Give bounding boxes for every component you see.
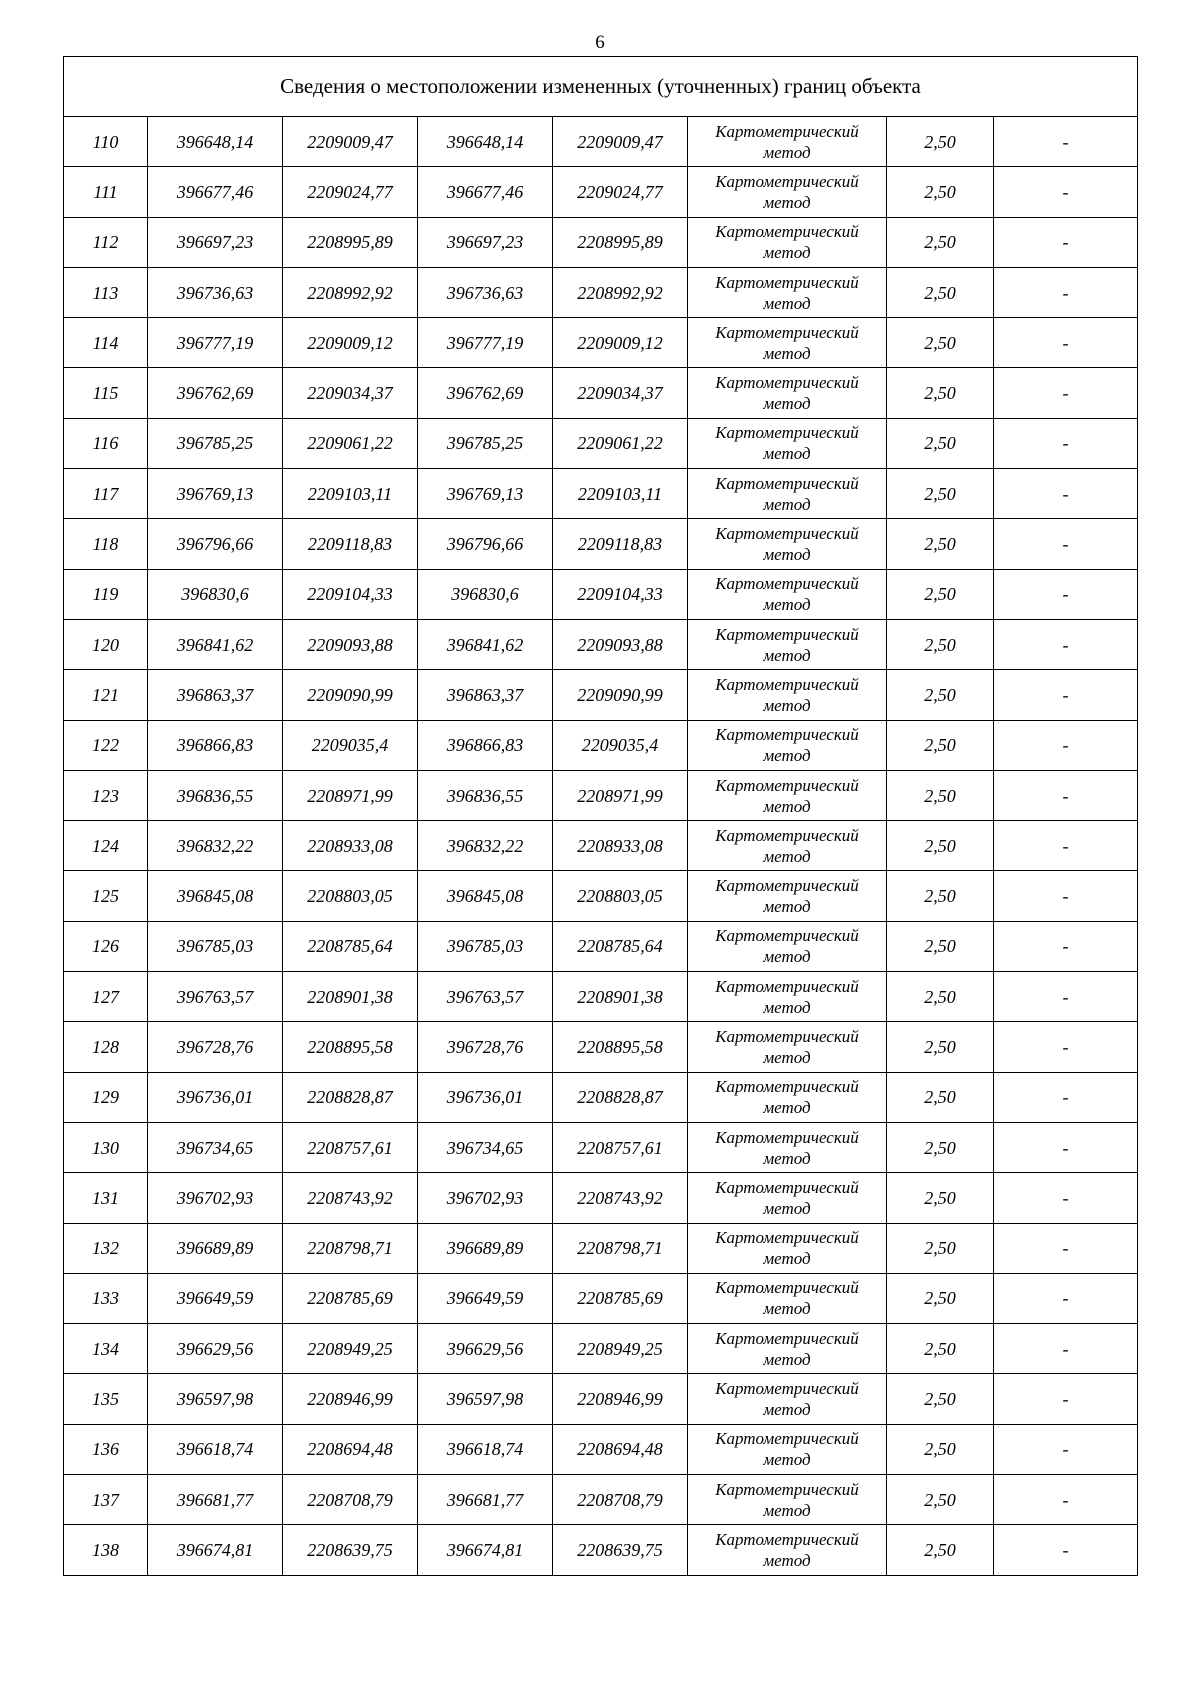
description-cell: - — [994, 1122, 1138, 1172]
y-old-cell: 2209024,77 — [283, 167, 418, 217]
y-old-cell: 2208743,92 — [283, 1173, 418, 1223]
x-old-cell: 396648,14 — [148, 117, 283, 167]
table-body — [64, 57, 1138, 1576]
y-old-cell: 2208901,38 — [283, 972, 418, 1022]
accuracy-cell: 2,50 — [887, 1424, 994, 1474]
point-number-cell: 127 — [64, 972, 148, 1022]
point-number-cell: 135 — [64, 1374, 148, 1424]
method-cell: Картометрический метод — [688, 821, 887, 871]
method-cell: Картометрический метод — [688, 1475, 887, 1525]
x-new-cell: 396832,22 — [418, 821, 553, 871]
description-cell: - — [994, 1525, 1138, 1575]
point-number-cell: 137 — [64, 1475, 148, 1525]
x-old-cell: 396677,46 — [148, 167, 283, 217]
description-cell: - — [994, 167, 1138, 217]
point-number-cell: 132 — [64, 1223, 148, 1273]
x-old-cell: 396734,65 — [148, 1122, 283, 1172]
description-cell: - — [994, 1072, 1138, 1122]
description-cell: - — [994, 871, 1138, 921]
accuracy-cell: 2,50 — [887, 1273, 994, 1323]
y-new-cell: 2208946,99 — [553, 1374, 688, 1424]
x-old-cell: 396736,01 — [148, 1072, 283, 1122]
table-row — [64, 1273, 1138, 1323]
description-cell: - — [994, 770, 1138, 820]
point-number-cell: 133 — [64, 1273, 148, 1323]
y-old-cell: 2208971,99 — [283, 770, 418, 820]
table-row — [64, 670, 1138, 720]
point-number-cell: 114 — [64, 318, 148, 368]
table-row — [64, 469, 1138, 519]
accuracy-cell: 2,50 — [887, 368, 994, 418]
method-cell: Картометрический метод — [688, 569, 887, 619]
method-cell: Картометрический метод — [688, 418, 887, 468]
point-number-cell: 136 — [64, 1424, 148, 1474]
y-old-cell: 2209061,22 — [283, 418, 418, 468]
accuracy-cell: 2,50 — [887, 1324, 994, 1374]
x-new-cell: 396618,74 — [418, 1424, 553, 1474]
x-old-cell: 396697,23 — [148, 217, 283, 267]
x-new-cell: 396736,63 — [418, 267, 553, 317]
table-row — [64, 921, 1138, 971]
x-old-cell: 396762,69 — [148, 368, 283, 418]
x-new-cell: 396681,77 — [418, 1475, 553, 1525]
table-row — [64, 519, 1138, 569]
accuracy-cell: 2,50 — [887, 619, 994, 669]
description-cell: - — [994, 469, 1138, 519]
x-new-cell: 396697,23 — [418, 217, 553, 267]
table-row — [64, 1072, 1138, 1122]
x-new-cell: 396785,25 — [418, 418, 553, 468]
description-cell: - — [994, 720, 1138, 770]
method-cell: Картометрический метод — [688, 368, 887, 418]
x-old-cell: 396629,56 — [148, 1324, 283, 1374]
y-new-cell: 2208694,48 — [553, 1424, 688, 1474]
y-old-cell: 2208757,61 — [283, 1122, 418, 1172]
accuracy-cell: 2,50 — [887, 1122, 994, 1172]
x-old-cell: 396832,22 — [148, 821, 283, 871]
accuracy-cell: 2,50 — [887, 1022, 994, 1072]
table-row — [64, 1525, 1138, 1575]
table-row — [64, 1022, 1138, 1072]
point-number-cell: 126 — [64, 921, 148, 971]
method-cell: Картометрический метод — [688, 267, 887, 317]
method-cell: Картометрический метод — [688, 1273, 887, 1323]
x-new-cell: 396763,57 — [418, 972, 553, 1022]
point-number-cell: 121 — [64, 670, 148, 720]
point-number-cell: 115 — [64, 368, 148, 418]
y-old-cell: 2208828,87 — [283, 1072, 418, 1122]
description-cell: - — [994, 418, 1138, 468]
table-row — [64, 1173, 1138, 1223]
x-new-cell: 396734,65 — [418, 1122, 553, 1172]
accuracy-cell: 2,50 — [887, 1223, 994, 1273]
accuracy-cell: 2,50 — [887, 569, 994, 619]
accuracy-cell: 2,50 — [887, 519, 994, 569]
x-old-cell: 396763,57 — [148, 972, 283, 1022]
y-new-cell: 2209035,4 — [553, 720, 688, 770]
x-new-cell: 396702,93 — [418, 1173, 553, 1223]
point-number-cell: 134 — [64, 1324, 148, 1374]
y-new-cell: 2208971,99 — [553, 770, 688, 820]
table-row — [64, 418, 1138, 468]
method-cell: Картометрический метод — [688, 1424, 887, 1474]
table-row — [64, 720, 1138, 770]
x-old-cell: 396841,62 — [148, 619, 283, 669]
description-cell: - — [994, 117, 1138, 167]
table-row — [64, 569, 1138, 619]
table-row — [64, 167, 1138, 217]
y-old-cell: 2209103,11 — [283, 469, 418, 519]
description-cell: - — [994, 921, 1138, 971]
y-new-cell: 2209093,88 — [553, 619, 688, 669]
accuracy-cell: 2,50 — [887, 469, 994, 519]
accuracy-cell: 2,50 — [887, 318, 994, 368]
description-cell: - — [994, 318, 1138, 368]
point-number-cell: 123 — [64, 770, 148, 820]
table-row — [64, 117, 1138, 167]
point-number-cell: 113 — [64, 267, 148, 317]
accuracy-cell: 2,50 — [887, 921, 994, 971]
y-new-cell: 2209104,33 — [553, 569, 688, 619]
table-row — [64, 871, 1138, 921]
description-cell: - — [994, 267, 1138, 317]
accuracy-cell: 2,50 — [887, 1525, 994, 1575]
x-old-cell: 396785,25 — [148, 418, 283, 468]
x-new-cell: 396689,89 — [418, 1223, 553, 1273]
x-new-cell: 396845,08 — [418, 871, 553, 921]
point-number-cell: 110 — [64, 117, 148, 167]
table-row — [64, 1475, 1138, 1525]
table-row — [64, 821, 1138, 871]
point-number-cell: 129 — [64, 1072, 148, 1122]
y-old-cell: 2209035,4 — [283, 720, 418, 770]
table-row — [64, 972, 1138, 1022]
x-new-cell: 396836,55 — [418, 770, 553, 820]
y-old-cell: 2208798,71 — [283, 1223, 418, 1273]
y-old-cell: 2208933,08 — [283, 821, 418, 871]
x-new-cell: 396649,59 — [418, 1273, 553, 1323]
description-cell: - — [994, 1022, 1138, 1072]
y-new-cell: 2208708,79 — [553, 1475, 688, 1525]
table-row — [64, 1223, 1138, 1273]
y-new-cell: 2209090,99 — [553, 670, 688, 720]
point-number-cell: 111 — [64, 167, 148, 217]
x-old-cell: 396777,19 — [148, 318, 283, 368]
x-old-cell: 396618,74 — [148, 1424, 283, 1474]
y-old-cell: 2209034,37 — [283, 368, 418, 418]
y-new-cell: 2208743,92 — [553, 1173, 688, 1223]
y-new-cell: 2209061,22 — [553, 418, 688, 468]
y-new-cell: 2208785,69 — [553, 1273, 688, 1323]
method-cell: Картометрический метод — [688, 720, 887, 770]
method-cell: Картометрический метод — [688, 972, 887, 1022]
table-row — [64, 1324, 1138, 1374]
method-cell: Картометрический метод — [688, 469, 887, 519]
y-old-cell: 2208946,99 — [283, 1374, 418, 1424]
x-old-cell: 396736,63 — [148, 267, 283, 317]
description-cell: - — [994, 619, 1138, 669]
y-old-cell: 2209090,99 — [283, 670, 418, 720]
point-number-cell: 118 — [64, 519, 148, 569]
x-old-cell: 396830,6 — [148, 569, 283, 619]
method-cell: Картометрический метод — [688, 519, 887, 569]
description-cell: - — [994, 821, 1138, 871]
x-new-cell: 396648,14 — [418, 117, 553, 167]
point-number-cell: 128 — [64, 1022, 148, 1072]
y-new-cell: 2208995,89 — [553, 217, 688, 267]
y-new-cell: 2208895,58 — [553, 1022, 688, 1072]
method-cell: Картометрический метод — [688, 770, 887, 820]
description-cell: - — [994, 1424, 1138, 1474]
table-row — [64, 1424, 1138, 1474]
y-old-cell: 2208785,69 — [283, 1273, 418, 1323]
x-new-cell: 396629,56 — [418, 1324, 553, 1374]
y-old-cell: 2209009,47 — [283, 117, 418, 167]
x-old-cell: 396863,37 — [148, 670, 283, 720]
y-old-cell: 2208639,75 — [283, 1525, 418, 1575]
x-new-cell: 396830,6 — [418, 569, 553, 619]
y-new-cell: 2208798,71 — [553, 1223, 688, 1273]
x-new-cell: 396841,62 — [418, 619, 553, 669]
y-old-cell: 2209104,33 — [283, 569, 418, 619]
method-cell: Картометрический метод — [688, 1525, 887, 1575]
y-old-cell: 2208785,64 — [283, 921, 418, 971]
x-old-cell: 396649,59 — [148, 1273, 283, 1323]
point-number-cell: 120 — [64, 619, 148, 669]
x-old-cell: 396845,08 — [148, 871, 283, 921]
page-number: 6 — [595, 32, 605, 53]
method-cell: Картометрический метод — [688, 318, 887, 368]
y-old-cell: 2208694,48 — [283, 1424, 418, 1474]
description-cell: - — [994, 569, 1138, 619]
y-old-cell: 2208995,89 — [283, 217, 418, 267]
y-new-cell: 2209009,47 — [553, 117, 688, 167]
point-number-cell: 138 — [64, 1525, 148, 1575]
accuracy-cell: 2,50 — [887, 167, 994, 217]
x-old-cell: 396769,13 — [148, 469, 283, 519]
method-cell: Картометрический метод — [688, 1022, 887, 1072]
table-row — [64, 368, 1138, 418]
x-old-cell: 396681,77 — [148, 1475, 283, 1525]
method-cell: Картометрический метод — [688, 1122, 887, 1172]
method-cell: Картометрический метод — [688, 117, 887, 167]
method-cell: Картометрический метод — [688, 1374, 887, 1424]
x-new-cell: 396863,37 — [418, 670, 553, 720]
table-row — [64, 1374, 1138, 1424]
y-old-cell: 2209009,12 — [283, 318, 418, 368]
description-cell: - — [994, 1173, 1138, 1223]
x-new-cell: 396796,66 — [418, 519, 553, 569]
y-old-cell: 2208803,05 — [283, 871, 418, 921]
table-row — [64, 770, 1138, 820]
table-row — [64, 217, 1138, 267]
x-old-cell: 396728,76 — [148, 1022, 283, 1072]
y-new-cell: 2209034,37 — [553, 368, 688, 418]
y-new-cell: 2209103,11 — [553, 469, 688, 519]
y-old-cell: 2208949,25 — [283, 1324, 418, 1374]
y-new-cell: 2208785,64 — [553, 921, 688, 971]
y-old-cell: 2208895,58 — [283, 1022, 418, 1072]
point-number-cell: 112 — [64, 217, 148, 267]
table-title-row — [64, 57, 1138, 117]
method-cell: Картометрический метод — [688, 1072, 887, 1122]
y-new-cell: 2209118,83 — [553, 519, 688, 569]
x-new-cell: 396728,76 — [418, 1022, 553, 1072]
description-cell: - — [994, 217, 1138, 267]
x-old-cell: 396674,81 — [148, 1525, 283, 1575]
y-new-cell: 2208757,61 — [553, 1122, 688, 1172]
table-row — [64, 318, 1138, 368]
accuracy-cell: 2,50 — [887, 1475, 994, 1525]
y-new-cell: 2208949,25 — [553, 1324, 688, 1374]
accuracy-cell: 2,50 — [887, 117, 994, 167]
accuracy-cell: 2,50 — [887, 1173, 994, 1223]
point-number-cell: 131 — [64, 1173, 148, 1223]
accuracy-cell: 2,50 — [887, 217, 994, 267]
x-new-cell: 396674,81 — [418, 1525, 553, 1575]
point-number-cell: 116 — [64, 418, 148, 468]
point-number-cell: 119 — [64, 569, 148, 619]
accuracy-cell: 2,50 — [887, 1374, 994, 1424]
point-number-cell: 122 — [64, 720, 148, 770]
point-number-cell: 117 — [64, 469, 148, 519]
x-new-cell: 396777,19 — [418, 318, 553, 368]
point-number-cell: 130 — [64, 1122, 148, 1172]
description-cell: - — [994, 1223, 1138, 1273]
x-new-cell: 396769,13 — [418, 469, 553, 519]
method-cell: Картометрический метод — [688, 670, 887, 720]
method-cell: Картометрический метод — [688, 1173, 887, 1223]
x-new-cell: 396785,03 — [418, 921, 553, 971]
description-cell: - — [994, 1324, 1138, 1374]
description-cell: - — [994, 670, 1138, 720]
description-cell: - — [994, 972, 1138, 1022]
x-old-cell: 396796,66 — [148, 519, 283, 569]
method-cell: Картометрический метод — [688, 1324, 887, 1374]
accuracy-cell: 2,50 — [887, 720, 994, 770]
method-cell: Картометрический метод — [688, 1223, 887, 1273]
x-new-cell: 396677,46 — [418, 167, 553, 217]
method-cell: Картометрический метод — [688, 871, 887, 921]
x-new-cell: 396866,83 — [418, 720, 553, 770]
description-cell: - — [994, 1475, 1138, 1525]
y-new-cell: 2208901,38 — [553, 972, 688, 1022]
table-title: Сведения о местоположении измененных (уточненных) границ объекта — [64, 57, 1138, 117]
accuracy-cell: 2,50 — [887, 670, 994, 720]
description-cell: - — [994, 519, 1138, 569]
y-new-cell: 2209024,77 — [553, 167, 688, 217]
point-number-cell: 124 — [64, 821, 148, 871]
y-new-cell: 2208992,92 — [553, 267, 688, 317]
y-new-cell: 2209009,12 — [553, 318, 688, 368]
y-new-cell: 2208828,87 — [553, 1072, 688, 1122]
point-number-cell: 125 — [64, 871, 148, 921]
x-old-cell: 396597,98 — [148, 1374, 283, 1424]
table-row — [64, 619, 1138, 669]
description-cell: - — [994, 1374, 1138, 1424]
accuracy-cell: 2,50 — [887, 770, 994, 820]
method-cell: Картометрический метод — [688, 167, 887, 217]
y-new-cell: 2208933,08 — [553, 821, 688, 871]
x-new-cell: 396597,98 — [418, 1374, 553, 1424]
method-cell: Картометрический метод — [688, 217, 887, 267]
boundary-coordinates-table — [63, 56, 1138, 1576]
x-old-cell: 396836,55 — [148, 770, 283, 820]
x-old-cell: 396689,89 — [148, 1223, 283, 1273]
x-old-cell: 396866,83 — [148, 720, 283, 770]
y-new-cell: 2208803,05 — [553, 871, 688, 921]
accuracy-cell: 2,50 — [887, 871, 994, 921]
accuracy-cell: 2,50 — [887, 1072, 994, 1122]
table-row — [64, 267, 1138, 317]
accuracy-cell: 2,50 — [887, 267, 994, 317]
description-cell: - — [994, 368, 1138, 418]
y-old-cell: 2209093,88 — [283, 619, 418, 669]
description-cell: - — [994, 1273, 1138, 1323]
method-cell: Картометрический метод — [688, 921, 887, 971]
x-new-cell: 396736,01 — [418, 1072, 553, 1122]
method-cell: Картометрический метод — [688, 619, 887, 669]
x-old-cell: 396785,03 — [148, 921, 283, 971]
table-row — [64, 1122, 1138, 1172]
x-new-cell: 396762,69 — [418, 368, 553, 418]
y-new-cell: 2208639,75 — [553, 1525, 688, 1575]
y-old-cell: 2208708,79 — [283, 1475, 418, 1525]
accuracy-cell: 2,50 — [887, 418, 994, 468]
accuracy-cell: 2,50 — [887, 821, 994, 871]
y-old-cell: 2208992,92 — [283, 267, 418, 317]
accuracy-cell: 2,50 — [887, 972, 994, 1022]
y-old-cell: 2209118,83 — [283, 519, 418, 569]
x-old-cell: 396702,93 — [148, 1173, 283, 1223]
